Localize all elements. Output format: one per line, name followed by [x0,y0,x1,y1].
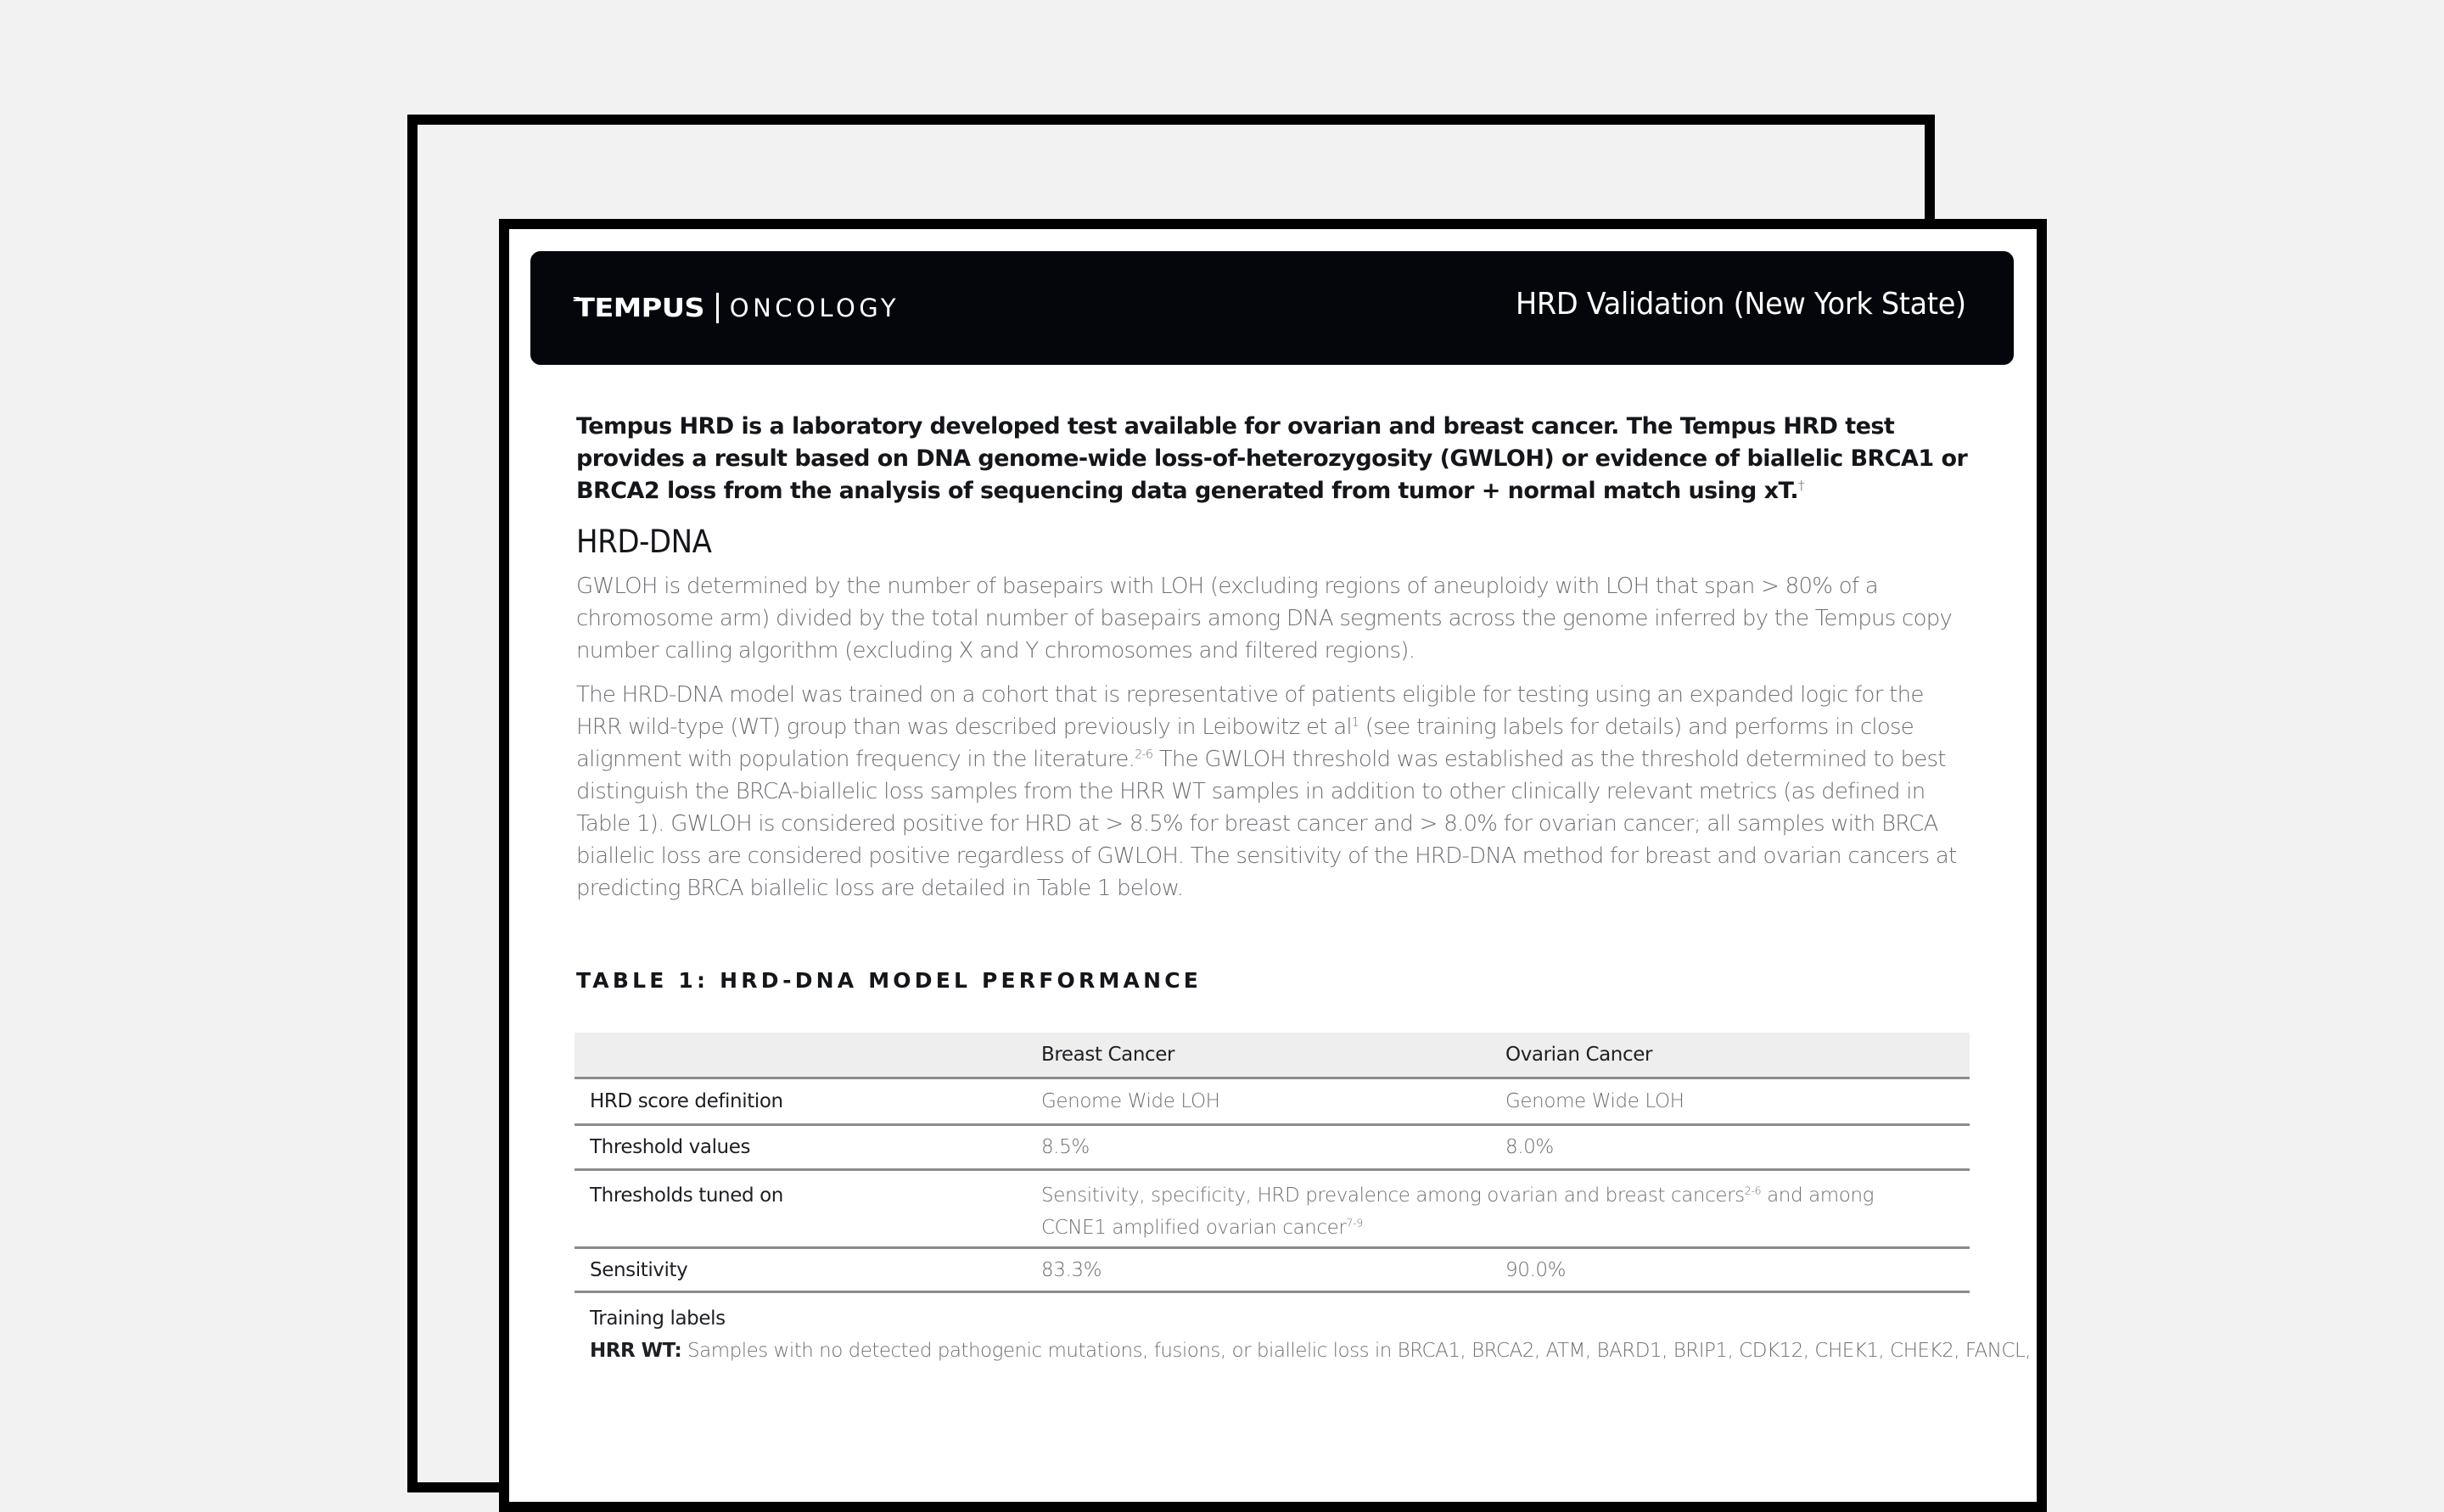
table-header-row [575,1033,1970,1079]
document-title: HRD Validation (New York State) [1516,287,1966,322]
table-row [575,1171,1970,1249]
breast-value: 8.5% [1041,1136,1090,1158]
cell-text: Sensitivity, specificity, HRD prevalence among ovarian and breast cancers [1041,1184,1745,1207]
intro-paragraph [576,411,1968,507]
reference-superscript: 1 [1351,715,1359,730]
section-heading: HRD-DNA [576,524,712,560]
row-label: Thresholds tuned on [590,1184,783,1207]
product-name: ONCOLOGY [729,294,900,322]
spanning-value [1041,1179,1970,1244]
row-label: HRD score definition [590,1090,783,1112]
table-row [575,1126,1970,1171]
performance-table [575,1033,2032,1368]
para-text: The GWLOH threshold was established as the threshold determined to best distinguish the BRCA-biallelic loss samples from the HRR WT samples in addition to other clinically relevant metrics (as defined in Table 1). GWLOH is considered positive for HRD at > 8.5% for breast cancer and > 8.0% for ovarian cancer; all samples with BRCA biallelic loss are considered positive regardless of GWLOH. The sensitivity of the HRD-DNA method for breast and ovarian cancers at predicting BRCA biallelic loss are detailed in Table 1 below. [576,747,1957,901]
row-label: Threshold values [590,1136,751,1158]
table-row [575,1079,1970,1126]
tempus-oncology-logo [575,294,900,322]
document-body [576,411,1968,916]
cell-text: and among CCNE1 amplified ovarian cancer [1041,1184,1875,1239]
gwloh-definition-paragraph: GWLOH is determined by the number of basepairs with LOH (excluding regions of aneuploidy with LOH that span > 80% of a chromosome arm) divided by the total number of basepairs among DNA segments across the genome inferred by the Tempus copy number calling algorithm (excluding X and Y chromosomes and filtered regions). [576,574,1953,664]
reference-superscript: 7-9 [1346,1216,1363,1229]
table-row [575,1249,1970,1293]
model-training-paragraph [576,679,1968,904]
document-header [530,251,2014,365]
reference-superscript: 2-6 [1135,748,1153,762]
ovarian-value: Genome Wide LOH [1505,1090,1684,1112]
breast-value: Genome Wide LOH [1041,1090,1220,1112]
brand-name: TEMPUS [575,293,705,323]
hrr-wt-definition [590,1334,2032,1368]
column-header-breast: Breast Cancer [1041,1044,1175,1066]
reference-superscript: 2-6 [1744,1184,1762,1197]
ovarian-value: 8.0% [1505,1136,1554,1158]
para-text: (see training labels for details) and performs in close alignment with population frequency in the literature. [576,714,1914,772]
table-title: TABLE 1: HRD-DNA MODEL PERFORMANCE [576,968,1202,993]
intro-text: Tempus HRD is a laboratory developed test available for ovarian and breast cancer. The Tempus HRD test provides a result based on DNA genome-wide loss-of-heterozygosity (GWLOH) or evidence of biallelic BRCA1 or BRCA2 loss from the analysis of sequencing data generated from tumor + normal match using xT. [576,413,1968,504]
footnote-dagger: † [1798,478,1804,493]
training-labels-section [575,1293,2032,1368]
row-label: Sensitivity [590,1258,688,1281]
breast-value: 83.3% [1041,1258,1102,1281]
hrr-wt-text: Samples with no detected pathogenic mutations, fusions, or biallelic loss in BRCA1, BRCA2, ATM, BARD1, BRIP1, CDK12, CHEK1, CHEK2, FANCL, [681,1340,2032,1362]
column-header-ovarian: Ovarian Cancer [1505,1044,1653,1066]
para-text: The HRD-DNA model was trained on a cohort that is representative of patients eligible for testing using an expanded logic for the HRR wild-type (WT) group than was described previously in Leibowitz et al [576,682,1924,740]
hrr-wt-term: HRR WT: [590,1340,682,1362]
logo-divider [716,293,719,323]
ovarian-value: 90.0% [1505,1258,1567,1281]
training-labels-heading: Training labels [590,1308,726,1330]
